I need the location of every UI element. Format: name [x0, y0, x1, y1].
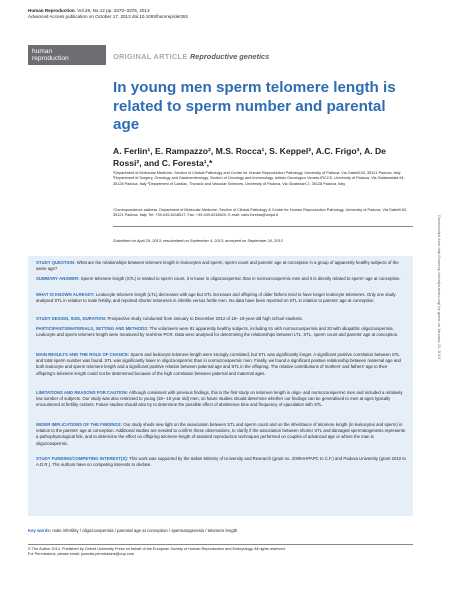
abstract-section [36, 456, 406, 468]
download-note: Downloaded from http://humrep.oxfordjournals.org/ by guest on January 23, 2015 [437, 215, 442, 360]
logo-line-1: human [32, 48, 53, 55]
journal-logo [28, 45, 106, 65]
advance-access: Advanced Access publication on October 17, 2013 doi:10.1093/humrep/det391 [28, 14, 189, 19]
abstract-heading: MAIN RESULTS AND THE ROLE OF CHANCE: [36, 352, 130, 357]
abstract-text: This work was supported by the Italian Ministry of University and Research (grant no. 2009AHPAPC to C.F.) and Padova University (grant 2010 to A.D.R.). The authors have no competing interests to declare. [36, 456, 406, 468]
abstract-text: Our study sheds new light on the association between STL and sperm count and on the inheritance of telomere length (in leukocytes and sperm) in relation to the parents' age at conception. Additional studies are needed to confirm these observations, to clarify if the association between shorter STL and damaged spermatogenesis represents a pathophysiological link, and to determine the effect on offspring telomere length of assisted reproduction techniques performed on couples of advanced age or where the man is oligozoospermic. [36, 422, 405, 446]
abstract-section [36, 326, 406, 338]
abstract-heading: PARTICIPANTS/MATERIALS, SETTING AND METHODS: [36, 326, 149, 331]
abstract-section [36, 390, 406, 409]
abstract-text: Prospective study conducted from January to December 2012 of 18– 19-year-old high school students. [107, 316, 303, 321]
journal-header [28, 8, 188, 20]
abstract-text: Although consistent with previous findings, this is the first study on telomere length in oligo- and normozoospermic men and included a relatively low number of subjects. Our study was also restricted to young (18– 19 year old) men, so future studies should determine whether our findings can be generalised to men at ages typically encountered at fertility centers. Future studies should also try to determine the possible effect of abstinence time and frequency of ejaculation with STL. [36, 390, 403, 408]
submission-dates: Submitted on April 29, 2013; resubmitted on September 4, 2013; accepted on September 24, 2013 [113, 238, 283, 243]
footer-divider [28, 544, 413, 545]
abstract-box [28, 256, 413, 516]
abstract-heading: SUMMARY ANSWER: [36, 276, 80, 281]
abstract-text: Sperm telomere length (STL) is related to sperm count, it is lower in oligozoospermic than in normozoospermic men and it is directly related to sperm' age at conception. [80, 276, 401, 281]
affiliations: ¹Department of Molecular Medicine, Section of Clinical Pathology and Centre for Human Reproduction Pathology, University of Padova, Via Gabelli 63, 35121 Padova, Italy ²Department of Surgery, Oncology and Gastroenterology, Section of Oncology and Immunology, Istituto Oncologico Veneto-IRCCS, University of Padova, Via Gattamelata 64, 35128 Padova, Italy ³Department of Cardiac, Thoracic and Vascular Sciences, University of Padova, Via Giustiniani 2, 35128 Padova, Italy [113, 171, 405, 186]
copyright-footer [28, 547, 413, 557]
abstract-section [36, 276, 406, 282]
abstract-section [36, 292, 406, 304]
abstract-heading: WIDER IMPLICATIONS OF THE FINDINGS: [36, 422, 123, 427]
divider [113, 226, 413, 227]
abstract-heading: STUDY FUNDING/COMPETING INTEREST(S): [36, 456, 129, 461]
journal-name: Human Reproduction [28, 8, 75, 13]
article-title: In young men sperm telomere length is related to sperm number and parental age [113, 79, 396, 133]
abstract-text: The volunteers were 81 apparently healthy subjects, including 61 with normozoospermia and 20 with idiopathic oligozoospermia. Leukocyte and sperm telomere length were measured by real-time PCR. Data were analysed for determining the relationships between LTL, STL, sperm count and parents' age at conception. [36, 326, 399, 338]
correspondence: *Correspondence address. Department of Molecular Medicine, Section of Clinical Pathology & Centre for Human Reproduction Pathology, University of Padova, Via Gabelli 63, 35121 Padova, Italy. Tel: +39-049-8218517; Fax: +39-049-8218520; E-mail: carlo.foresta@unipd.it [113, 208, 408, 218]
abstract-section [36, 260, 406, 272]
copyright-line: © The Author 2013. Published by Oxford University Press on behalf of the European Society of Human Reproduction and Embryology. All rights reserved. [28, 547, 286, 551]
abstract-heading: STUDY DESIGN, SIZE, DURATION: [36, 316, 107, 321]
keywords [28, 528, 413, 533]
abstract-section [36, 352, 406, 377]
keywords-label: Key words: [28, 528, 52, 533]
citation: , Vol.28, No.12 pp. 3370–3376, 2013 [74, 8, 150, 13]
abstract-heading: WHAT IS KNOWN ALREADY: [36, 292, 95, 297]
abstract-text: Leukocyte telomere length (LTL) decreases with age but STL increases and offspring of older fathers tend to have longer leukocyte telomeres. Only one study analysed STL in relation to male fertility, and reported shorter telomeres in infertile versus fertile men. No data have been reported on STL in relation to parents' age at conception. [36, 292, 396, 304]
article-type [113, 52, 269, 61]
abstract-section [36, 316, 406, 322]
logo-line-2: reproduction [32, 55, 69, 63]
keywords-text: male infertility / oligozoospermia / parental age at conception / spermatogenesis / telomere length [52, 528, 238, 533]
abstract-section [36, 422, 406, 447]
abstract-heading: LIMITATIONS AND REASONS FOR CAUTION: [36, 390, 129, 395]
author-list: A. Ferlin¹, E. Rampazzo², M.S. Rocca¹, S. Keppel², A.C. Frigo³, A. De Rossi², and C. Foresta¹,* [113, 146, 386, 168]
abstract-heading: STUDY QUESTION: [36, 260, 76, 265]
permissions-line: For Permissions, please email: journals.permissions@oup.com [28, 552, 134, 556]
article-category: Reproductive genetics [189, 52, 270, 61]
article-type-label: ORIGINAL ARTICLE [113, 52, 188, 61]
abstract-text: Sperm and leukocyte telomere length were strongly correlated, but STL was significantly longer. A significant positive correlation between STL and total sperm number was found. STL was significantly lower in oligozoospermic than in normozoospermic men. Finally, we found a significant positive relationship between maternal age and both leukocyte and sperm telomere length and a significant positive relation between paternal age and STL in the offspring. The relative contributions of mothers' and fathers' age to their offspring's telomere length could not be determined because of the high correlation between paternal and maternal ages. [36, 352, 401, 376]
abstract-text: What are the relationships between telomere length in leukocytes and sperm, sperm count and parents' age at conception in a group of apparently healthy subjects of the same age? [36, 260, 399, 272]
